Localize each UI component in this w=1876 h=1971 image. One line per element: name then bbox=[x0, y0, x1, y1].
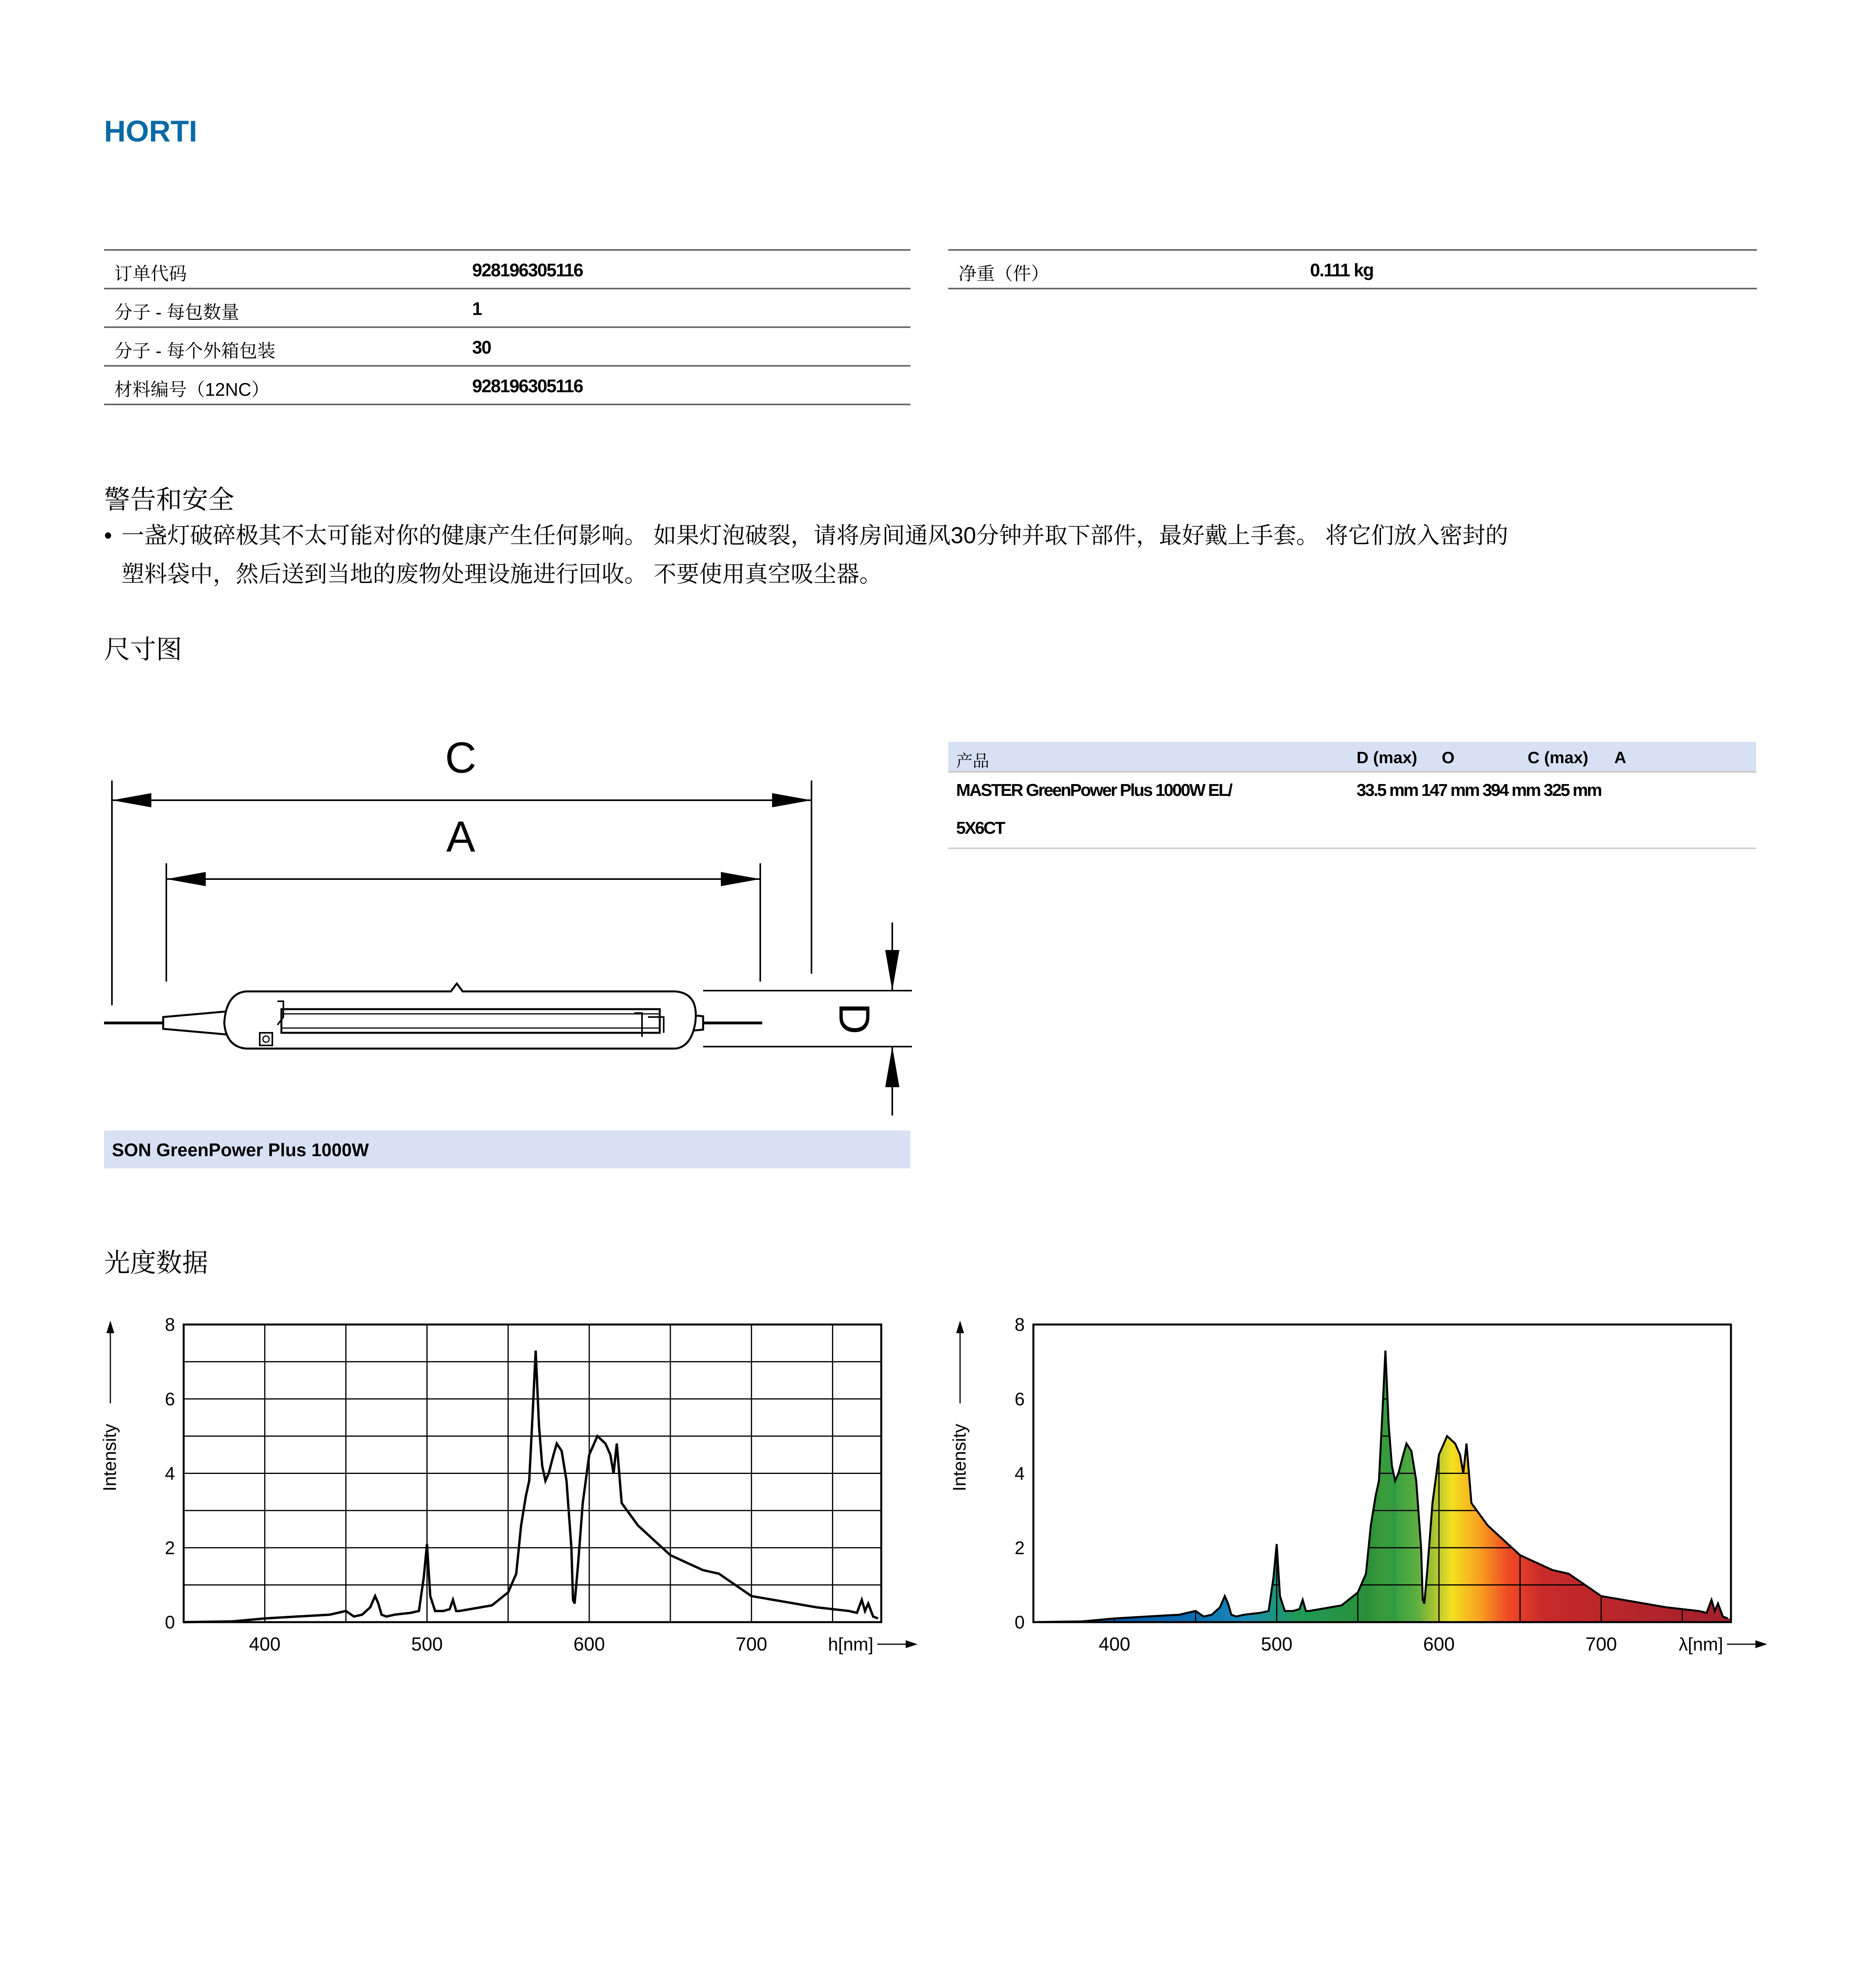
spec-row bbox=[104, 289, 910, 328]
spec-value: 30 bbox=[472, 337, 491, 358]
spec-key: 材料编号（12NC） bbox=[114, 379, 270, 400]
bullet: • bbox=[104, 523, 112, 548]
drawing-caption-bar bbox=[104, 1131, 910, 1168]
arrow-c-right bbox=[772, 793, 811, 807]
y-tick-label: 6 bbox=[165, 1388, 175, 1409]
header-d-max: D (max) bbox=[1357, 748, 1418, 767]
y-axis-label: Intensity bbox=[99, 1423, 120, 1492]
spec-row bbox=[104, 328, 910, 367]
warning-heading: 警告和安全 bbox=[104, 485, 234, 514]
y-tick-label: 0 bbox=[1014, 1612, 1025, 1632]
x-tick-label: 500 bbox=[411, 1634, 443, 1655]
drawing-caption: SON GreenPower Plus 1000W bbox=[112, 1140, 369, 1160]
product-table-header bbox=[948, 742, 1756, 773]
spec-key: 订单代码 bbox=[114, 263, 187, 284]
spec-key: 分子 - 每个外箱包装 bbox=[114, 341, 275, 361]
y-axis-label: Intensity bbox=[949, 1423, 970, 1492]
arrow-a-left bbox=[166, 872, 206, 886]
spec-table-right bbox=[948, 249, 1757, 289]
product-name-line-2: 5X6CT bbox=[956, 818, 1004, 838]
header-c-max: C (max) bbox=[1528, 748, 1589, 767]
x-tick-label: 600 bbox=[573, 1634, 605, 1655]
y-tick-label: 8 bbox=[1014, 1314, 1025, 1335]
lamp-outline bbox=[104, 984, 762, 1049]
spec-key: 分子 - 每包数量 bbox=[114, 302, 239, 322]
header-o: O bbox=[1442, 748, 1455, 767]
photometric-heading: 光度数据 bbox=[104, 1248, 208, 1277]
product-table bbox=[948, 742, 1756, 849]
y-tick-label: 4 bbox=[1014, 1463, 1025, 1484]
spec-value: 1 bbox=[472, 298, 482, 319]
warning-text bbox=[104, 516, 1759, 594]
dimension-heading: 尺寸图 bbox=[104, 635, 182, 664]
chart-grid bbox=[184, 1325, 881, 1622]
product-row bbox=[948, 773, 1756, 849]
spec-row bbox=[104, 367, 910, 405]
y-axis-arrow-head bbox=[106, 1321, 114, 1333]
x-axis-arrow-head bbox=[906, 1640, 918, 1648]
y-tick-label: 0 bbox=[165, 1612, 175, 1632]
y-tick-label: 2 bbox=[165, 1537, 175, 1558]
brand-title: HORTI bbox=[104, 115, 197, 148]
y-tick-label: 8 bbox=[165, 1314, 175, 1335]
arrow-c-left bbox=[112, 793, 151, 807]
x-tick-label: 400 bbox=[1098, 1634, 1130, 1655]
header-a: A bbox=[1614, 748, 1627, 767]
x-tick-label: 600 bbox=[1423, 1634, 1455, 1655]
label-c: C bbox=[445, 734, 476, 782]
spec-value: 0.111 kg bbox=[1310, 260, 1374, 280]
arrow-a-right bbox=[721, 872, 760, 886]
x-tick-label: 700 bbox=[735, 1634, 767, 1655]
series-line bbox=[184, 1351, 878, 1622]
spec-row bbox=[104, 251, 910, 289]
product-name-line-1: MASTER GreenPower Plus 1000W EL/ bbox=[956, 781, 1232, 800]
y-axis-arrow-head bbox=[956, 1321, 964, 1333]
spectrum-chart-line bbox=[96, 1313, 924, 1667]
x-axis-label: h[nm] bbox=[828, 1634, 873, 1654]
arrow-d-bottom bbox=[885, 1047, 899, 1087]
arrow-d-top bbox=[885, 950, 899, 991]
x-tick-label: 700 bbox=[1585, 1634, 1617, 1655]
label-a: A bbox=[446, 812, 475, 861]
x-tick-label: 400 bbox=[249, 1634, 281, 1655]
y-tick-label: 6 bbox=[1014, 1388, 1025, 1409]
spectrum-chart-colored bbox=[946, 1313, 1774, 1667]
warning-line-1: 一盏灯破碎极其不太可能对你的健康产生任何影响。 如果灯泡破裂，请将房间通风30分钟并取下部件，最好戴上手套。 将它们放入密封的 bbox=[121, 523, 1508, 548]
x-axis-arrow-head bbox=[1755, 1640, 1767, 1648]
warning-line-2: 塑料袋中，然后送到当地的废物处理设施进行回收。 不要使用真空吸尘器。 bbox=[121, 561, 882, 587]
label-d: D bbox=[830, 1003, 878, 1034]
y-tick-label: 2 bbox=[1014, 1537, 1025, 1558]
spec-row bbox=[948, 251, 1757, 289]
spec-value: 928196305116 bbox=[472, 260, 583, 280]
spec-table-left bbox=[104, 249, 910, 405]
spec-key: 净重（件） bbox=[958, 263, 1049, 284]
spec-value: 928196305116 bbox=[472, 376, 583, 396]
product-values: 33.5 mm 147 mm 394 mm 325 mm bbox=[1357, 781, 1601, 800]
x-tick-label: 500 bbox=[1261, 1634, 1293, 1655]
x-axis-label: λ[nm] bbox=[1679, 1634, 1723, 1654]
y-tick-label: 4 bbox=[165, 1463, 175, 1484]
dimension-drawing bbox=[104, 733, 916, 1127]
header-product: 产品 bbox=[956, 752, 990, 770]
